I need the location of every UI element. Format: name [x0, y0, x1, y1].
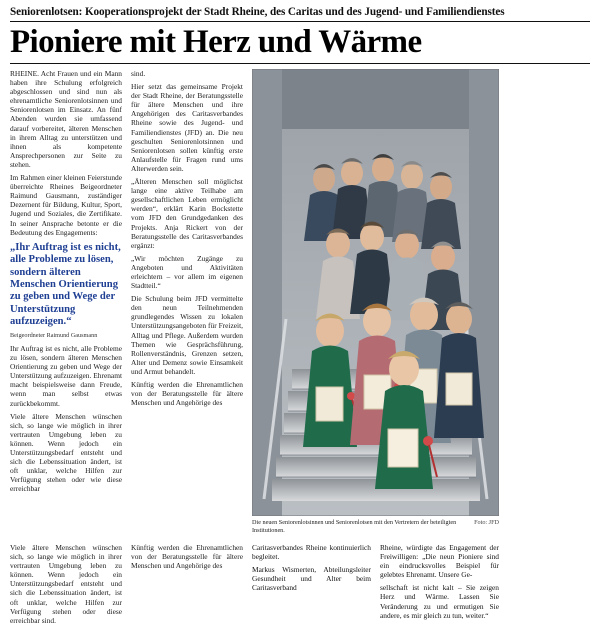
paragraph: sind.: [131, 69, 146, 78]
paragraph: Ihr Auftrag ist es nicht, alle Probleme zu lösen, sondern älteren Menschen Orientierung zu geben und Wege der Unterstützung aufzuzeigen. Ehrenamt macht beispielsweise dann Freude, wenn man selbst etwas zurückbekommt.: [10, 343, 122, 408]
paragraph: Hier setzt das gemeinsame Projekt der Stadt Rheine, der Beratungsstelle für ältere Menschen und ihre Angehörigen des Caritasverbandes Rheine sowie des Jugend- und Familiendienstes (JFD) an. Die neu geschulten Seniorenlotsinnen und Seniorenlotsen sollen künftig erste Anlaufstelle für Fragen rund ums Alterwerden sein.: [131, 82, 243, 173]
bottom-column-4: [380, 543, 499, 629]
paragraph: Die Schulung beim JFD vermittelte den neun Teilnehmenden grundlegendes Wissen zu lokalen Unterstützungsangeboten für Freizeit, Alltag und Pflege. Außerdem wurden Themen wie Gesprächsführung, Rollenverständnis, Grenzen setzen, Alter und Demenz sowie Einsamkeit und Armut behandelt.: [131, 294, 243, 376]
paragraph: Markus Wismerten, Abteilungsleiter Gesundheit und Alter beim Caritasverband: [252, 565, 371, 593]
paragraph: Viele ältere Menschen wünschen sich, so lange wie möglich in ihrer vertrauten Umgebung leben zu können. Wenn jedoch ein Unterstützungsbedarf entsteht und sich die Lebenssituation ändert, ist oft unklar, welche Hilfen zur Verfügung stehen oder diese erreichbar sind.: [10, 543, 122, 625]
photo-credit: Foto: JFD: [474, 519, 499, 526]
paragraph: Künftig werden die Ehrenamtlichen von der Beratungsstelle für ältere Menschen und Angehörige des: [131, 543, 243, 571]
paragraph: „Wir möchten Zugänge zu Angeboten und Aktivitäten erleichtern – vor allem im eigenen Stadtteil.“: [131, 253, 243, 291]
divider-headline: [10, 63, 590, 64]
paragraph: RHEINE. Acht Frauen und ein Mann haben ihre Schulung erfolgreich abgeschlossen und sind nun als ehrenamtliche Seniorenlotsinnen und Seniorenlotsen im Einsatz. An fünf Abenden wurden sie umfassend darauf vorbereitet, älteren Menschen in ihrem Alltag zu unterstützen und ihnen als kompetente Ansprechpersonen zur Seite zu stehen.: [10, 69, 122, 169]
photo-caption-text: Die neuen Seniorenlotsinnen und Seniorenlotsen mit den Vertretern der beteiligten Institutionen.: [252, 519, 457, 534]
paragraph: Caritasverbandes Rheine kontinuierlich begleitet.: [252, 543, 371, 562]
paragraph: Viele ältere Menschen wünschen sich, so lange wie möglich in ihrer vertrauten Umgebung leben zu können. Wenn jedoch ein Unterstützungsbedarf entsteht und sich die Lebenssituation ändert, ist oft unklar, welche Hilfen zur Verfügung stehen oder wie diese erreichbar: [10, 411, 122, 494]
page-title: Pioniere mit Herz und Wärme: [10, 24, 422, 60]
article-bottom: [10, 543, 590, 629]
paragraph: Rheine, würdigte das Engagement der Freiwilligen: „Die neun Pioniere sind ein eindrucksvolles Beispiel für gelebtes Ehrenamt. Unsere Ge-: [380, 543, 499, 580]
paragraph: Im Rahmen einer kleinen Feierstunde überreichte Rheines Beigeordneter Raimund Gausmann, zuständiger Dezernent für Bildung, Kultur, Sport, Jugend und Soziales, die Zertifikate. In seiner Ansprache betonte er die Bedeutung des Engagements:: [10, 173, 122, 237]
article-body: [10, 69, 590, 539]
pull-quote: „Ihr Auftrag ist es nicht, alle Probleme zu lösen, sondern älteren Menschen Orientierung zu geben und Wege der Unterstützung aufzuzeigen.“: [10, 241, 121, 328]
bottom-column-2: [131, 543, 243, 629]
article-photo: [252, 69, 499, 516]
photo-caption: [252, 519, 499, 534]
paragraph: sellschaft ist nicht kalt – Sie zeigen Herz und Wärme. Lassen Sie Veränderung zu und ermutigen Sie andere, es mir gleich zu tun, weiter.“: [380, 583, 499, 620]
divider-top: [10, 21, 590, 22]
paragraph: „Älteren Menschen soll möglichst lange eine aktive Teilhabe am gesellschaftlichen Leben ermöglicht werden“, erklärt Karin Bockstette vom JFD den Grundgedanken des Projekts. Anja Rickert von der Beratungsstelle des Caritasverbandes ergänzt:: [131, 177, 243, 250]
paragraph: Künftig werden die Ehrenamtlichen von der Beratungsstelle für ältere Menschen und Angehörige des: [131, 380, 243, 408]
photo-column: [252, 69, 499, 539]
bottom-column-3: [252, 543, 371, 629]
column-1: [10, 69, 122, 539]
bottom-column-wide: [252, 543, 499, 629]
pull-quote-attribution: Beigeordneter Raimund Gausmann: [10, 331, 98, 339]
column-2: [131, 69, 243, 539]
article-kicker: Seniorenlotsen: Kooperationsprojekt der Stadt Rheine, des Caritas und des Jugend- und Familiendienstes: [10, 6, 505, 18]
bottom-column-1: [10, 543, 122, 629]
